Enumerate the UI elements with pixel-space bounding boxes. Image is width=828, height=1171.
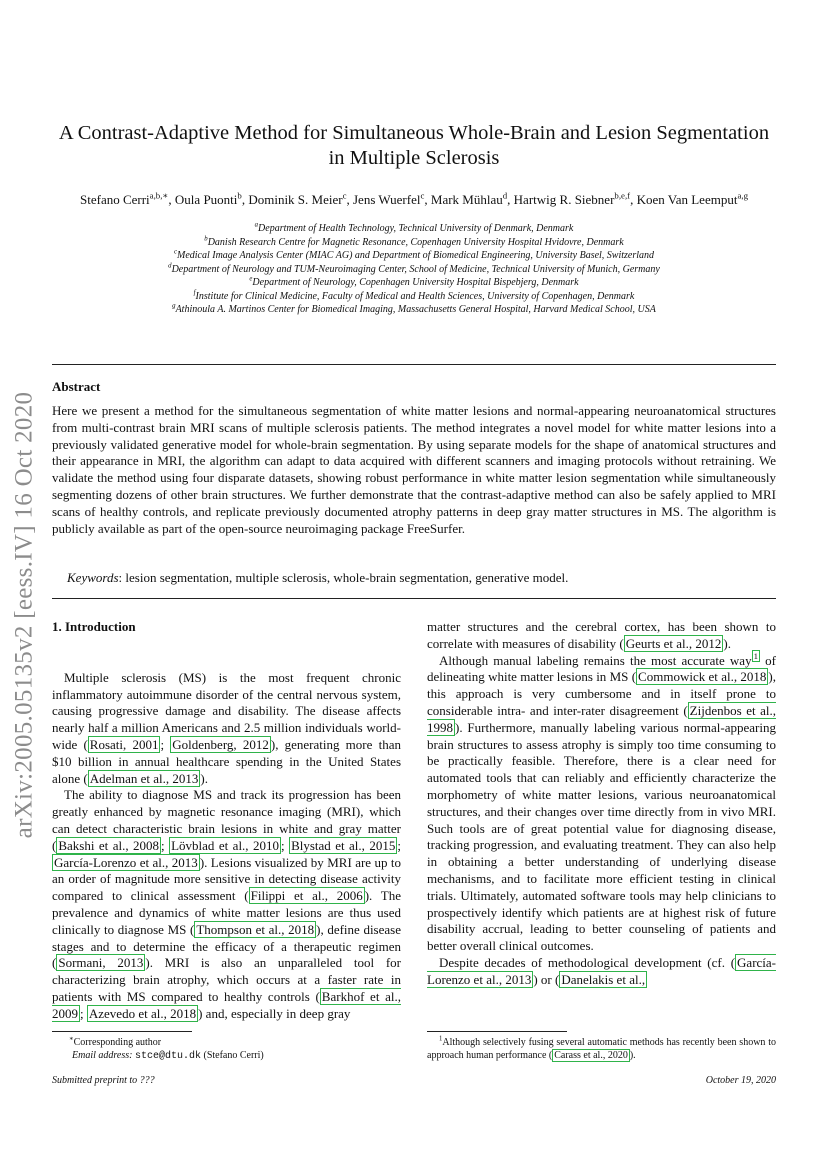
author-name: Oula Puonti <box>174 192 238 207</box>
author-affiliation-mark: a,g <box>737 190 748 201</box>
citation-link[interactable]: Danelakis et al., <box>561 971 646 987</box>
author-affiliation-mark: c <box>420 190 425 201</box>
citation-link[interactable]: Adelman et al., 2013 <box>89 770 199 786</box>
affiliation-line <box>40 263 788 277</box>
footnote-1-suffix: ). <box>629 1050 636 1061</box>
citation-link[interactable]: Sormani, 2013 <box>58 955 144 971</box>
right-column <box>427 619 776 989</box>
paragraph <box>52 787 401 1022</box>
citation-link[interactable]: García-Lorenzo et al., 2013 <box>54 854 198 870</box>
author-affiliation-mark: c <box>342 190 347 201</box>
affiliation-key: d <box>168 262 172 270</box>
affiliation-key: g <box>172 302 176 310</box>
affiliation-text: Department of Neurology, Copenhagen University Hospital Bispebjerg, Denmark <box>252 277 579 288</box>
author-name: Mark Mühlau <box>430 192 503 207</box>
footer-date: October 19, 2020 <box>705 1075 776 1086</box>
paragraph-text: Although manual labeling remains the most accurate way <box>439 652 752 668</box>
affiliation-line <box>40 276 788 290</box>
paragraph-text: ), generating more than $10 billion in annual healthcare spending in the United States alone ( <box>52 736 401 786</box>
affiliation-key: e <box>249 275 253 283</box>
left-column-body <box>52 653 401 1023</box>
author-affiliation-mark: d <box>502 190 508 201</box>
footnote-corresponding-text: Corresponding author <box>73 1037 162 1048</box>
author <box>353 192 424 207</box>
author-list: Stefano Cerri$^{a,b,∗}$, Oula Puonti$^b$, Dominik S. Meier$^c$, Jens Wuerfel$^c$, Mark Mühlau$^d$, Hartwig R. Siebner$^{b,e,f}$, Koen Van Leemput$^{a,g}$ <box>80 190 748 207</box>
affiliation-list <box>40 222 788 317</box>
paragraph-text: ) and, especially in deep gray <box>198 1005 351 1021</box>
paragraph <box>427 653 776 955</box>
paragraph <box>427 955 776 989</box>
paragraph-text: Multiple sclerosis (MS) is the most frequent chronic inflammatory autoimmune disorder of the central nervous system, causing progressive damage and disability. The disease affects nearly half a million Americans and 2.5 million individuals world-wide ( <box>52 669 401 752</box>
arxiv-identifier-stamp <box>3 365 45 865</box>
abstract-top-rule <box>52 364 776 365</box>
citation-link[interactable]: Azevedo et al., 2018 <box>88 1005 197 1021</box>
affiliation-key: f <box>193 289 196 297</box>
paragraph-text: ; <box>397 837 401 853</box>
affiliation-key: a <box>254 221 259 229</box>
author-affiliation-mark: a,b,∗ <box>149 190 169 201</box>
citation-link[interactable]: Rosati, 2001 <box>89 736 159 752</box>
citation-link[interactable]: Lövblad et al., 2010 <box>171 837 279 853</box>
affiliation-key: c <box>173 248 177 256</box>
paragraph-text: of delineating white matter lesions in MS ( <box>427 652 776 685</box>
paragraph-text: ; <box>160 736 171 752</box>
paragraph-spacer <box>52 653 401 670</box>
footnote-corresponding-author <box>52 1036 401 1063</box>
author-name: Dominik S. Meier <box>248 192 343 207</box>
affiliation-text: Department of Neurology and TUM-Neuroimaging Center, School of Medicine, Technical University of Munich, Germany <box>171 263 660 275</box>
paragraph <box>427 619 776 653</box>
affiliation-line <box>40 222 788 236</box>
affiliation-line <box>40 249 788 263</box>
author-affiliation-mark: b <box>237 190 242 201</box>
citation-link[interactable]: Bakshi et al., 2008 <box>58 837 160 853</box>
author <box>80 192 168 207</box>
author-name: Jens Wuerfel <box>353 192 421 207</box>
citation-link[interactable]: Goldenberg, 2012 <box>172 736 269 752</box>
author-name: Koen Van Leemput <box>636 192 738 207</box>
email-address-link[interactable]: stce@dtu.dk <box>134 1051 201 1062</box>
keywords-line <box>67 570 776 586</box>
affiliation-line <box>40 290 788 304</box>
affiliation-text: Department of Health Technology, Technical University of Denmark, Denmark <box>258 223 574 234</box>
paragraph-text: ; <box>80 1005 87 1021</box>
paragraph-text: Despite decades of methodological development (cf. ( <box>439 954 736 970</box>
footnote-1-text: Although selectively fusing several automatic methods has recently been shown to approach human performance ( <box>427 1037 776 1061</box>
paragraph <box>52 670 401 788</box>
citation-link[interactable]: García-Lorenzo et al., 2013 <box>427 954 776 987</box>
paragraph-text: ). MRI is also an unparalleled tool for characterizing brain atrophy, which occurs at a faster rate in patients with MS compared to healthy controls ( <box>52 955 401 1004</box>
author <box>514 192 630 207</box>
paragraph-text: ) or ( <box>533 971 560 987</box>
paragraph-text: ). Furthermore, manually labeling various normal-appearing brain structures to assess atrophy is simply too time consuming to be practically feasible. Therefore, there is a clear need for automated tools that can reliably and efficiently characterize the morphometry of white matter lesions, various neuroanatomical structures, and their changes over time directly from in vivo MRI. Such tools are of great potential value for diagnosing disease, tracking progression, and evaluating treatment. They can also help in obtaining a better understanding of underlying disease mechanisms, and to facilitate more efficient testing in clinical trials. Ultimately, automated software tools may help clinicians to prospectively identify which patients are at highest risk of future disability accrual, leading to better counseling of patients and better overall clinical outcomes. <box>427 719 776 954</box>
author-name: Hartwig R. Siebner <box>513 192 615 207</box>
section-heading-introduction: 1. Introduction <box>52 619 136 634</box>
paragraph-text: ). The prevalence and dynamics of white matter lesions are thus used clinically to diagnose MS ( <box>52 888 401 937</box>
footnote-corresponding-line <box>52 1036 401 1049</box>
affiliation-text: Danish Research Centre for Magnetic Resonance, Copenhagen University Hospital Hvidovre, Denmark <box>207 236 624 248</box>
author <box>637 192 748 207</box>
citation-link[interactable]: Geurts et al., 2012 <box>625 635 722 651</box>
affiliation-text: Medical Image Analysis Center (MIAC AG) and Department of Biomedical Engineering, University Basel, Switzerland <box>176 250 655 261</box>
paragraph-text: ). Lesions visualized by MRI are up to an order of magnitude more sensitive in detecting disease activity compared to clinical assessment ( <box>52 854 402 904</box>
citation-link[interactable]: Thompson et al., 2018 <box>196 921 315 937</box>
footnote-1-mark: 1 <box>439 1035 443 1043</box>
author <box>175 192 242 207</box>
footnote-ref-link[interactable]: 1 <box>753 651 758 662</box>
email-owner: (Stefano Cerri) <box>200 1050 264 1061</box>
citation-link[interactable]: Commowick et al., 2018 <box>638 669 767 685</box>
author <box>431 192 507 207</box>
arxiv-id-text: arXiv:2005.05135v2 [eess.IV] 16 Oct 2020 <box>10 391 37 839</box>
paper-title: A Contrast-Adaptive Method for Simultaneous Whole-Brain and Lesion Segmentation in Multiple Sclerosis <box>58 122 770 169</box>
citation-link[interactable]: Zijdenbos et al., 1998 <box>427 702 776 735</box>
keywords-text: : lesion segmentation, multiple sclerosis, whole-brain segmentation, generative model. <box>118 570 569 585</box>
abstract-heading: Abstract <box>52 379 101 394</box>
citation-link[interactable]: Carass et al., 2020 <box>554 1050 628 1061</box>
citation-link[interactable]: Barkhof et al., 2009 <box>52 988 401 1021</box>
paragraph-text: ; <box>161 837 170 853</box>
left-column <box>52 619 401 1023</box>
footnote-mark: ∗ <box>69 1035 74 1043</box>
paragraph-text: matter structures and the cerebral cortex, has been shown to correlate with measures of disability ( <box>427 619 776 651</box>
footer-submitted: Submitted preprint to ??? <box>52 1075 155 1086</box>
footnote-email-line <box>52 1049 401 1063</box>
affiliation-text: Institute for Clinical Medicine, Faculty of Medical and Health Sciences, University of Copenhagen, Denmark <box>195 290 635 302</box>
paragraph-text: ). <box>723 635 732 651</box>
paragraph-text: The ability to diagnose MS and track its progression has been greatly enhanced by magnetic resonance imaging (MRI), which can detect characteristic brain lesions in white and gray matter ( <box>52 787 401 853</box>
paragraph-text: ), define disease stages and to determine the efficacy of a therapeutic regimen ( <box>52 921 401 971</box>
abstract-bottom-rule <box>52 598 776 599</box>
citation-link[interactable]: Blystad et al., 2015 <box>291 837 396 853</box>
abstract-text: Here we present a method for the simultaneous segmentation of white matter lesions and normal-appearing neuroanatomical structures from multi-contrast brain MRI scans of multiple sclerosis patients. The method integrates a novel model for white matter lesions into a previously validated generative model for whole-brain segmentation. By using separate models for the shape of anatomical structures and their appearance in MRI, the algorithm can adapt to data acquired with different scanners and imaging protocols without retraining. We validate the method using four disparate datasets, showing robust performance in white matter lesion segmentation while simultaneously segmenting dozens of other brain structures. We further demonstrate that the contrast-adaptive method can also be safely applied to MRI scans of healthy controls, and replicate previously documented atrophy patterns in deep gray matter structures in MS. The algorithm is publicly available as part of the open-source neuroimaging package FreeSurfer. <box>52 403 776 536</box>
right-column-body <box>427 619 776 989</box>
affiliation-text: Athinoula A. Martinos Center for Biomedical Imaging, Massachusetts General Hospital, Harvard Medical School, USA <box>175 304 656 315</box>
paragraph-text: ; <box>281 837 290 853</box>
author <box>248 192 346 207</box>
author-affiliation-mark: b,e,f <box>614 190 631 201</box>
keywords-label: Keywords <box>67 570 119 585</box>
paragraph-text: ). <box>200 770 208 786</box>
paragraph-text: ), this approach is very cumbersome and in itself prone to considerable intra- and inter-rater disagreement ( <box>427 669 776 718</box>
affiliation-key: b <box>204 235 208 243</box>
affiliation-line <box>40 236 788 250</box>
author-name: Stefano Cerri <box>80 192 150 207</box>
email-label: Email address: <box>72 1050 133 1061</box>
citation-link[interactable]: Filippi et al., 2006 <box>250 888 363 904</box>
footnote-rule-left <box>52 1031 192 1032</box>
footnote-1 <box>427 1036 776 1062</box>
footnote-rule-right <box>427 1031 567 1032</box>
affiliation-line <box>40 303 788 317</box>
